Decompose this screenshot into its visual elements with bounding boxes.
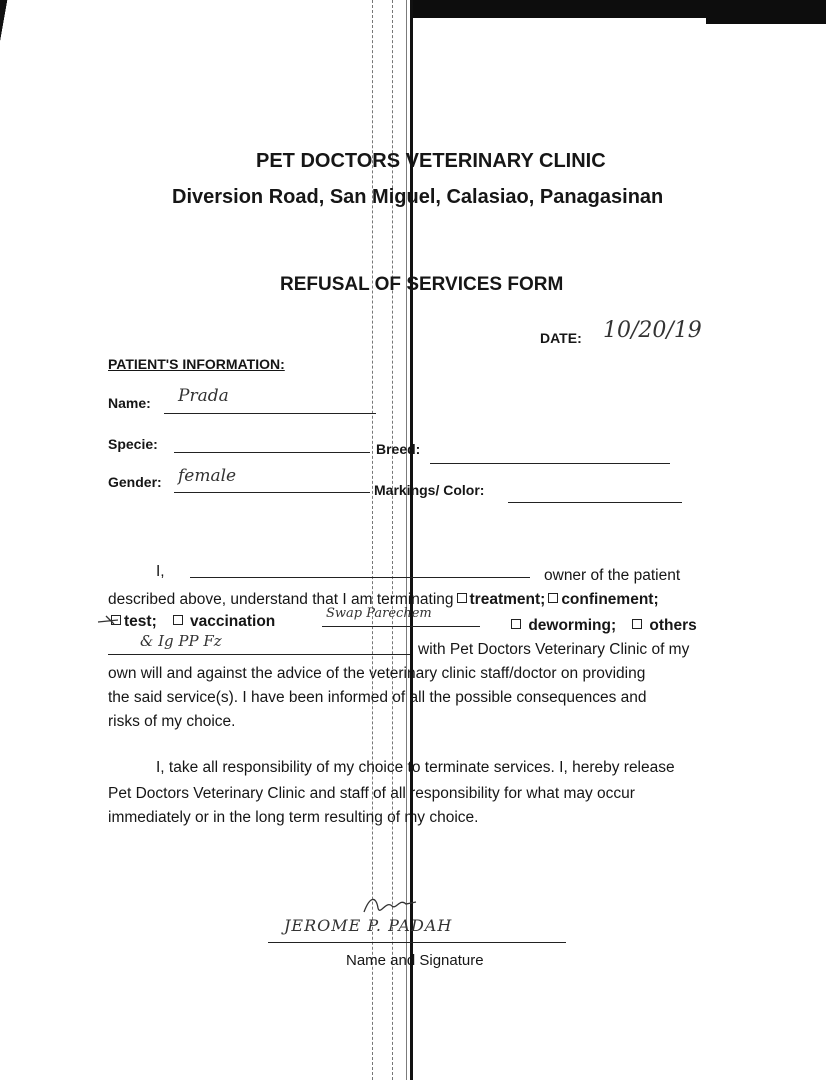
handwritten-check-mark <box>96 610 136 630</box>
option-test: test; <box>124 613 157 630</box>
option-treatment: treatment; <box>469 591 546 608</box>
gender-line <box>174 492 370 493</box>
option-confinement: confinement; <box>561 591 659 608</box>
signature-caption: Name and Signature <box>346 952 484 969</box>
scan-artifact-top-bar <box>410 0 826 18</box>
p2-line2: Pet Doctors Veterinary Clinic and staff of all responsibility for what may occur <box>108 785 635 802</box>
checkbox-deworming[interactable] <box>511 619 521 629</box>
p1-line5: own will and against the advice of the veterinary clinic staff/doctor on providing <box>108 665 646 682</box>
option-vaccination: vaccination <box>189 613 276 630</box>
vaccination-note: Swap Parechem <box>326 606 432 621</box>
specie-line <box>174 452 370 453</box>
clinic-name: PET DOCTORS VETERINARY CLINIC <box>256 150 606 172</box>
checkbox-vaccination[interactable] <box>173 615 183 625</box>
others-line <box>108 654 410 655</box>
gender-value: female <box>178 466 237 486</box>
form-title: REFUSAL OF SERVICES FORM <box>280 274 564 295</box>
date-value: 10/20/19 <box>603 318 702 343</box>
p2-line3: immediately or in the long term resulting of my choice. <box>108 809 479 826</box>
owner-name-line <box>190 577 530 578</box>
p1-line6: the said service(s). I have been informed of all the possible consequences and <box>108 689 647 706</box>
checkbox-treatment[interactable] <box>457 593 467 603</box>
name-line <box>164 413 376 414</box>
p1-line3-end <box>508 614 697 638</box>
p1-i: I, <box>156 563 165 580</box>
scan-artifact-left-mark <box>0 0 10 60</box>
p1-line1-end: owner of the patient <box>544 567 681 584</box>
date-label: DATE: <box>540 330 582 346</box>
p1-line2-text: described above, understand that I am terminating <box>108 591 454 608</box>
p2-line1: I, take all responsibility of my choice to terminate services. I, hereby release <box>156 759 675 776</box>
markings-label: Markings/ Color: <box>374 482 485 498</box>
breed-line <box>430 463 670 464</box>
gender-label: Gender: <box>108 474 162 490</box>
option-deworming: deworming; <box>528 617 617 634</box>
signature-handwritten-name: JEROME P. PADAH <box>284 916 453 935</box>
others-note: & Ig PP Fz <box>140 632 222 650</box>
vaccination-line <box>322 626 480 627</box>
p1-line7: risks of my choice. <box>108 713 236 730</box>
clinic-address: Diversion Road, San Miguel, Calasiao, Panagasinan <box>172 186 664 208</box>
patient-section-label: PATIENT'S INFORMATION: <box>108 356 285 372</box>
signature-line <box>268 942 566 943</box>
p1-line4-end: with Pet Doctors Veterinary Clinic of my <box>418 641 690 658</box>
markings-line <box>508 502 682 503</box>
name-value: Prada <box>178 386 229 406</box>
checkbox-confinement[interactable] <box>548 593 558 603</box>
specie-label: Specie: <box>108 436 158 452</box>
checkbox-others[interactable] <box>632 619 642 629</box>
option-others: others <box>649 617 697 634</box>
breed-label: Breed: <box>376 441 421 457</box>
name-label: Name: <box>108 395 151 411</box>
